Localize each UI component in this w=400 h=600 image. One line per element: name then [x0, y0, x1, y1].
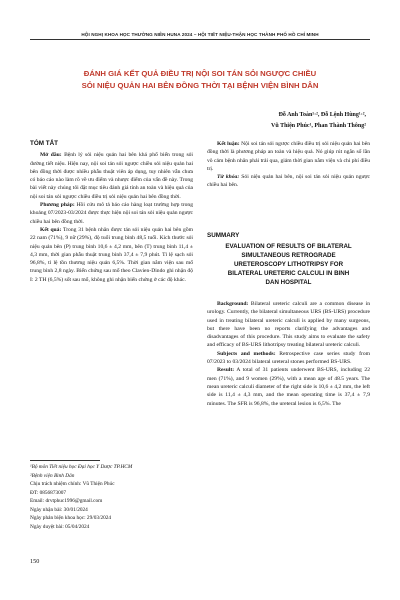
footnote-affiliation-1: ¹Bộ môn Tiết niệu học Đại học Y Dược TP.HCM	[30, 464, 133, 470]
vn-intro-label: Mở đầu:	[40, 152, 62, 159]
en-background-text: Bilateral ureteric calculi are a common disease in urology. Currently, the bilateral simultaneous URS (BS-URS) procedure used in treating bilateral ureteric calculi is applied by many surgeons, but there have been no reports clarifying the advantages and disadvantages of this procedure. This study aims to evaluate the safety and efficacy of BS-URS lithotripsy treating bilateral ureteric calculi.	[207, 301, 370, 349]
vn-method-text: Hồi cứu mô tả báo cáo hàng loạt trường hợp trong khoảng 07/2023-03/2024 được thực hiện nội soi tán sỏi niệu quản ngược chiều hai bên đồng thời.	[30, 202, 194, 225]
footnote-rule	[30, 460, 100, 461]
left-column	[30, 140, 193, 284]
summary-heading-wrap	[207, 232, 370, 240]
en-result-label: Result:	[217, 367, 235, 374]
english-title: EVALUATION OF RESULTS OF BILATERAL SIMULTANEOUS RETROGRADE URETEROSCOPY LITHOTRIPSY FOR BILATERAL URETERIC CALCULI IN BINH DAN HOSPITAL	[225, 243, 352, 286]
en-subjects-label: Subjects and methods:	[217, 350, 276, 357]
page-number: 150	[30, 558, 40, 565]
vn-method-paragraph	[30, 201, 193, 226]
en-subjects-paragraph	[207, 350, 370, 367]
right-column-top	[207, 140, 370, 190]
vn-keywords-text: Sỏi niệu quản hai bên, nội soi tán sỏi niệu quản ngược chiều hai bên.	[207, 174, 371, 189]
tomtat-heading: TÓM TẮT	[30, 140, 58, 147]
vn-method-label: Phương pháp:	[40, 202, 75, 209]
en-background-label: Background:	[217, 301, 249, 307]
authors-line1: Đỗ Anh Toàn¹·², Đỗ Lệnh Hùng¹·²,	[278, 112, 366, 118]
vn-conclusion-paragraph	[207, 140, 370, 173]
vn-conclusion-text: Nội soi tán sỏi ngược chiều điều trị sỏi niệu quản hai bên đồng thời là phương pháp an toàn và hiệu quả. Nó giúp rút ngắn số lần vô cảm bệnh nhân phải trải qua, giảm thời gian nằm viện và chi phí điều trị.	[207, 141, 370, 172]
footnote-accepted: Ngày duyệt bài: 05/04/2024	[30, 523, 90, 530]
en-background-paragraph	[207, 300, 370, 350]
vn-conclusion-label: Kết luận:	[217, 141, 240, 147]
footnote-received: Ngày nhận bài: 30/01/2024	[30, 506, 88, 513]
footnotes	[30, 463, 193, 531]
vn-intro-paragraph	[30, 151, 193, 201]
en-result-text: A total of 31 patients underwent BS-URS, including 22 men (71%), and 9 women (29%), with a mean age of 48.5 years. The mean ureteric calculi diameter of the right side is 10,6 ± 4,2 mm, the left side is 11,4 ± 4,3 mm, and the mean operating time is 37,4 ± 7,9 minutes. The SFR is 96,8%, the ureteral lesion is 6,5%. The	[207, 367, 370, 407]
vn-result-paragraph	[30, 226, 193, 284]
footnote-affiliation-2: ²Bệnh viện Bình Dân	[30, 472, 75, 479]
paper-title-line2: SỎI NIỆU QUẢN HAI BÊN ĐỒNG THỜI TẠI BỆNH VIỆN BÌNH DÂN	[81, 81, 319, 90]
footnote-reviewed: Ngày phản biện khoa học: 29/03/2024	[30, 515, 112, 521]
vn-keywords-label: Từ khóa:	[217, 174, 240, 181]
en-subjects-text: Retrospective case series study from 07/2023 to 03/2024 bilateral ureteral stones performed BS-URS.	[207, 350, 370, 366]
authors-line2: Vũ Thiện Phúc¹, Phan Thành Thông²	[271, 123, 366, 129]
footnote-phone: ĐT: 0856873007	[30, 489, 67, 496]
journal-header: HỘI NGHỊ KHOA HỌC THƯỜNG NIÊN HUNA 2024 – HỘI TIẾT NIỆU-THẬN HỌC THÀNH PHỐ HỒ CHÍ MINH	[81, 32, 319, 37]
vn-result-label: Kết quả:	[40, 226, 62, 233]
paper-title-line1: ĐÁNH GIÁ KẾT QUẢ ĐIỀU TRỊ NỘI SOI TÁN SỎI NGƯỢC CHIỀU	[83, 69, 317, 78]
en-result-paragraph	[207, 366, 370, 407]
right-column-english	[207, 300, 370, 408]
vn-intro-text: Bệnh lý sỏi niệu quản hai bên khá phổ biến trong sỏi đường tiết niệu. Hiện nay, nội soi tán sỏi ngược chiều sỏi niệu quản hai bên đồng thời được nhiều phẫu thuật viên áp dụng, tuy nhiên vẫn chưa có báo cáo nào làm rõ về ưu điểm và nhược điểm của vấn đề này. Trong bài viết này chúng tôi đặt mục tiêu đánh giá tính an toàn và hiệu quả của nội soi tán sỏi ngược chiều điều trị sỏi niệu quản hai bên đồng thời.	[30, 152, 193, 200]
footnote-corresponding: Chịu trách nhiệm chính: Vũ Thiện Phúc	[30, 481, 115, 487]
footnote-email: Email: drvtphuc1996@gmail.com	[30, 498, 103, 504]
header-divider	[30, 39, 370, 40]
vn-result-text: Trong 31 bệnh nhân được tán sỏi niệu quản hai bên gồm 22 nam (71%), 9 nữ (29%), độ tuổi trung bình 48,5 tuổi. Kích thước sỏi niệu quản bên (P) trung bình 10,6 ± 4,2 mm, bên (T) trung bình 11,4 ± 4,3 mm, thời gian phẫu thuật trung bình 37,4 ± 7,9 phút. Tỉ lệ sạch sỏi 96,8%, tỉ lệ tồn thương niệu quản 6,5%. Thời gian nằm viện sau mổ trung bình 2,8 ngày. Biến chứng sau mổ theo Clavien-Dindo ghi nhận độ I: 2 TH (6,5%) sốt sau mổ, không ghi nhận biến chứng ở các độ khác.	[30, 226, 193, 283]
vn-keywords-paragraph	[207, 173, 370, 190]
summary-heading: SUMMARY	[207, 232, 240, 239]
